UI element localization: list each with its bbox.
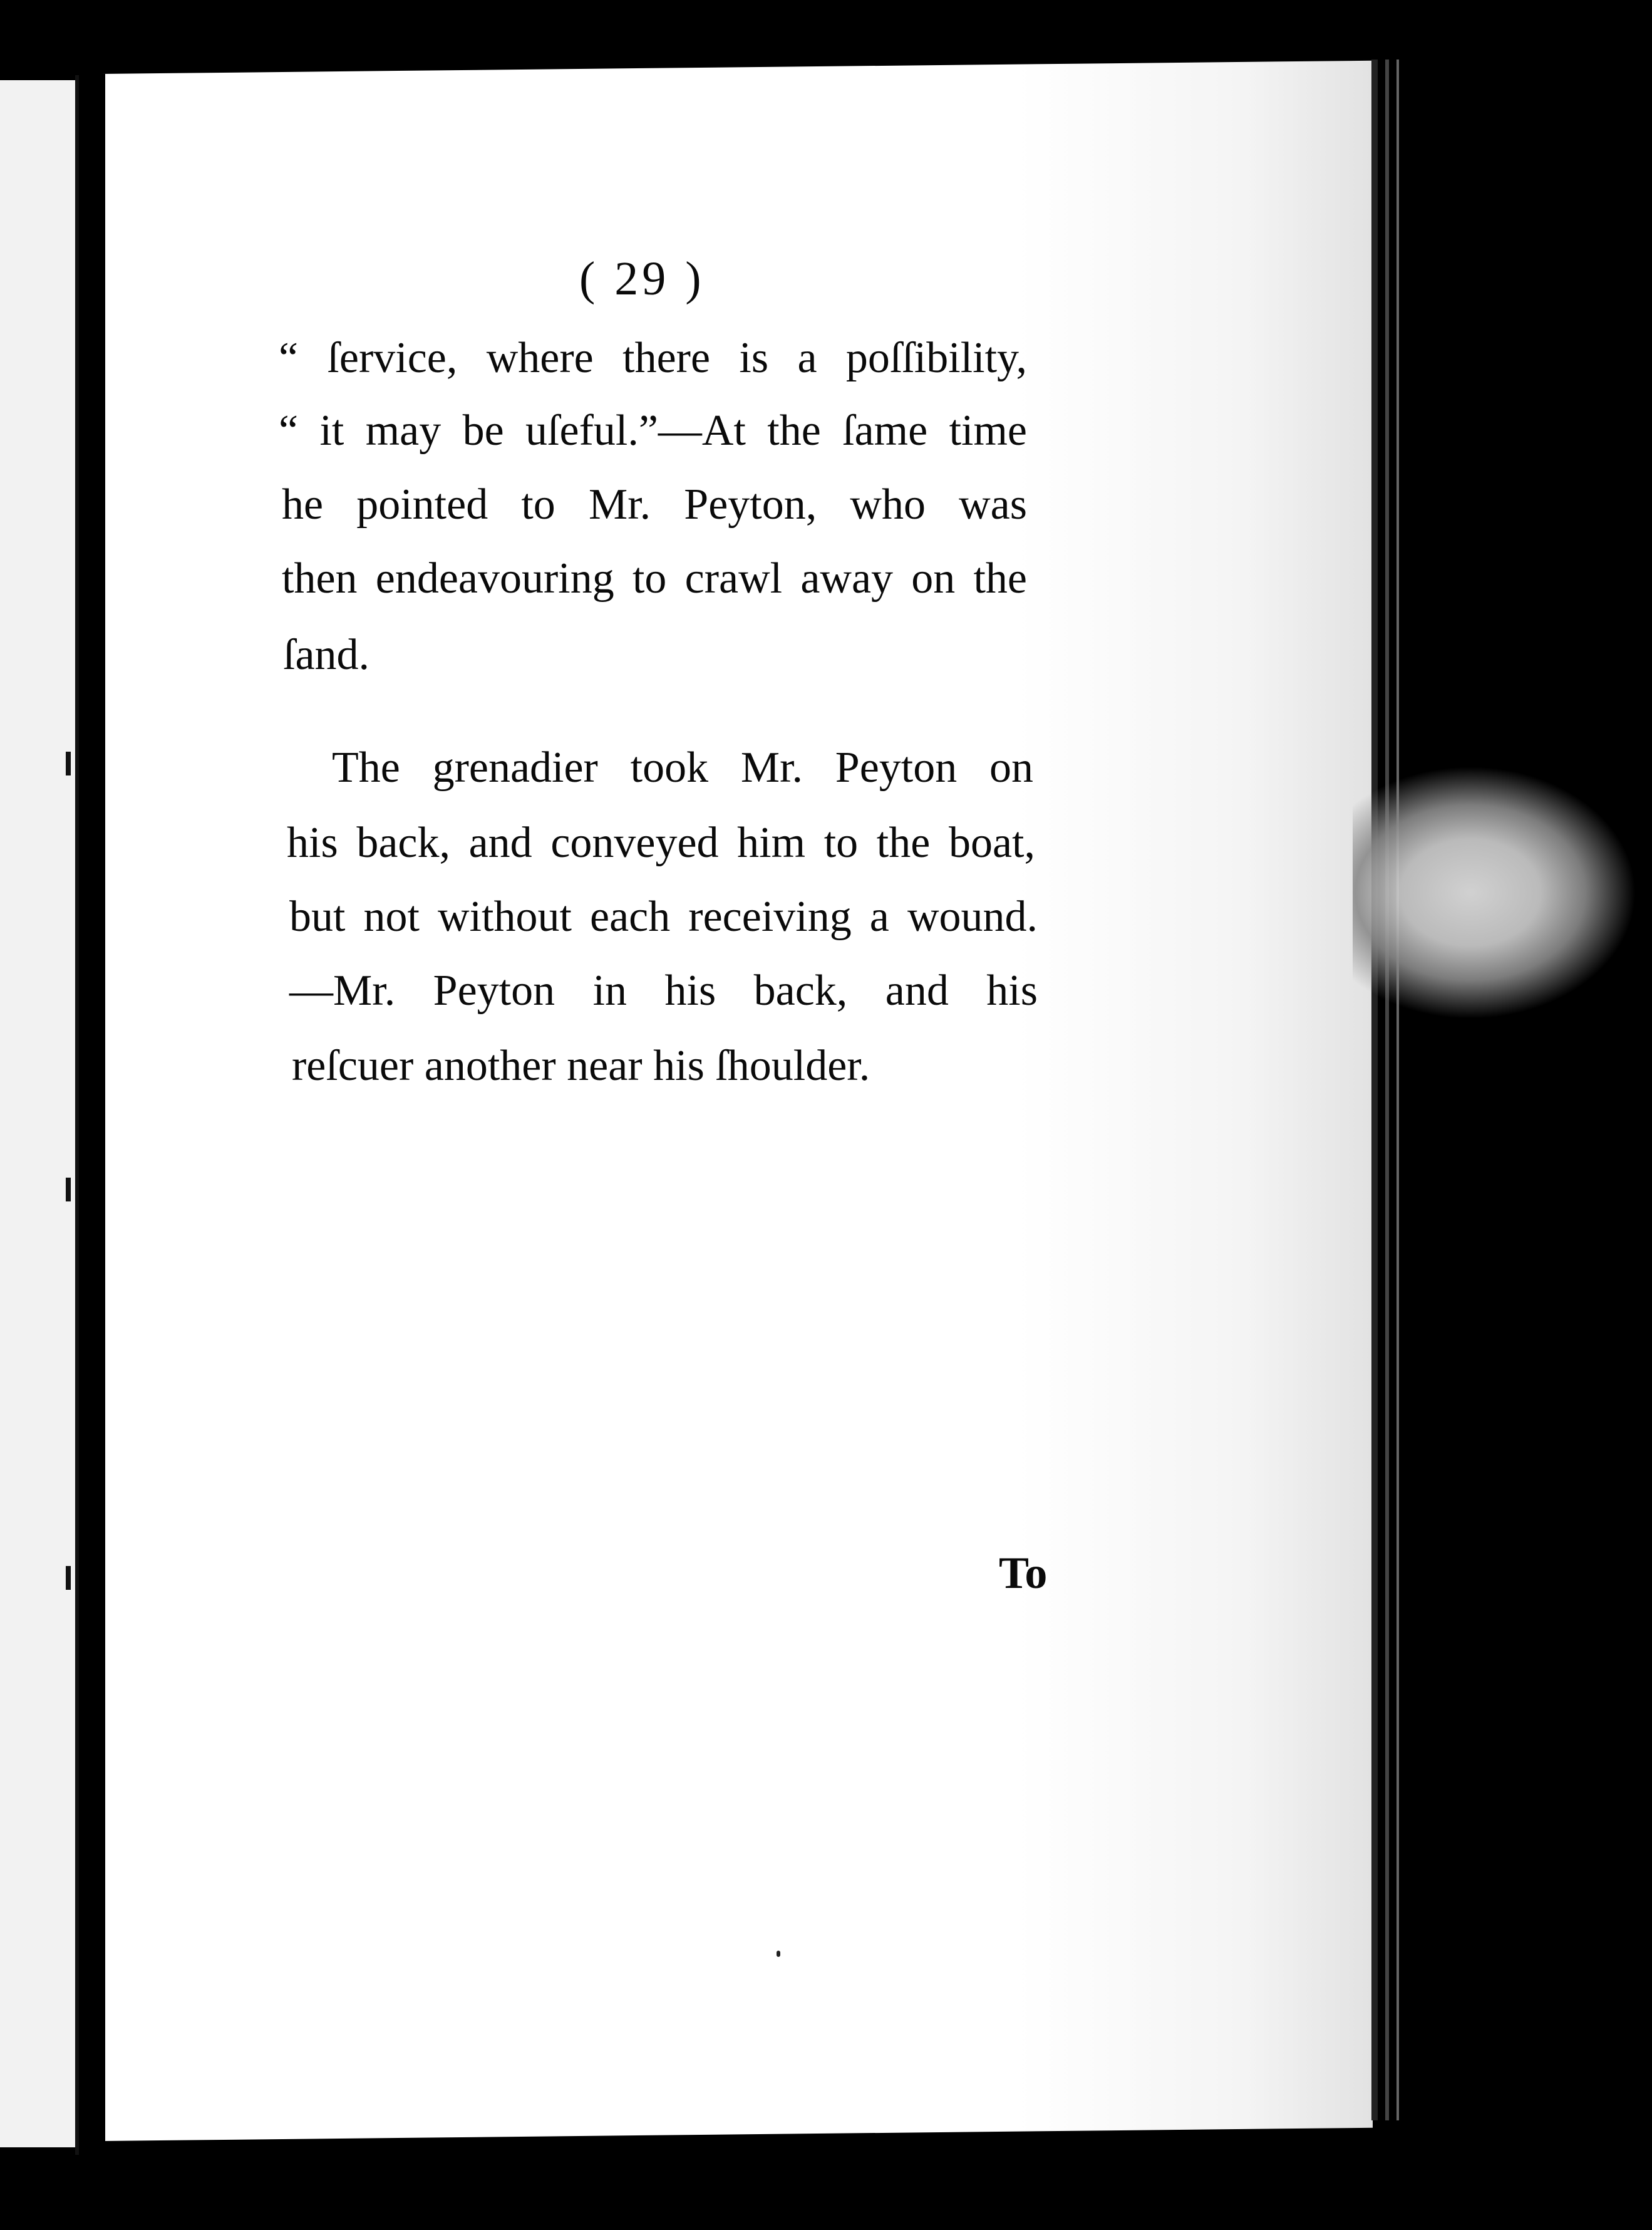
text-line: then endeavouring to crawl away on the [282,554,1027,603]
page-edge-line [1371,60,1378,2120]
gutter-mark [66,1178,71,1201]
page-number: ( 29 ) [579,252,705,305]
text-line: ſand. [283,631,370,679]
torn-paper-fray [1353,758,1647,1027]
page-edge-line [1396,60,1399,2120]
gutter-mark [66,1566,71,1590]
show-through-text [294,670,1108,712]
text-line: “ it may be uſeful.”—At the ſame time [279,407,1027,455]
text-line: —Mr. Peyton in his back, and his [289,967,1038,1015]
page-edge-line [1385,60,1389,2120]
text-line: “ ſervice, where there is a poſſibility, [279,334,1027,382]
facing-page-border [75,75,79,2155]
text-line: but not without each receiving a wound. [289,893,1038,941]
text-line: he pointed to Mr. Peyton, who was [282,480,1027,529]
ink-speck [777,1951,780,1957]
text-line: The grenadier took Mr. Peyton on [332,744,1033,792]
gutter-mark [66,752,71,775]
catchword: To [999,1548,1048,1598]
facing-page-edge [0,80,75,2147]
text-line: reſcuer another near his ſhoulder. [292,1042,870,1090]
text-line: his back, and conveyed him to the boat, [287,819,1035,867]
page-border-left [100,74,105,2147]
